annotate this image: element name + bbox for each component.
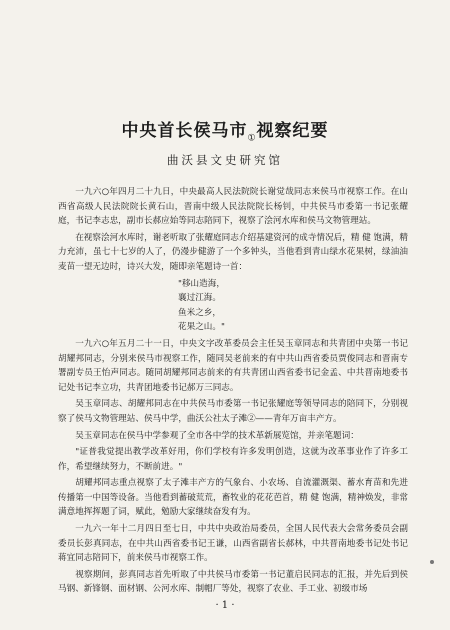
paragraph: 胡耀邦同志重点视察了太子滩丰产方的气象台、小农场、自流灌溉渠、蓄水育苗和先进传播第一中国等设备。当他看到蓄破荒荒，畜牧业的花花芭首，精 健 饱满，精神焕发，非常满意地挥挥题了词，赋此，勉励大家继续奋发有为。 xyxy=(58,478,408,518)
paragraph: 在视察浍河水库时，谢老听取了张耀庭同志介绍基建资河的成寺情况后，精 健 饱满，精力充沛，虽七十七岁的人了，仍漫步健游了一个多钟头，当他看到青山绿水花果树，绿油油麦苗一望无边时，诗兴大发，随即亲笔题诗一首： xyxy=(58,232,408,272)
author-byline: 曲沃县文史研究馆 xyxy=(167,153,283,167)
paragraph: 一九六一年十二月四日至七日，中共中央政治局委员，全国人民代表大会常务委员会副委员长彭真同志，在中共山西省委书记王谦，山西省副省长郝林，中共晋南地委书记处书记蒋宜同志陪同下，前来侯马市视察工作。 xyxy=(58,524,408,564)
page-number: · 1 · xyxy=(215,600,235,611)
poem-line: 襄过江海。 xyxy=(178,293,221,304)
title-tail: 视察纪要 xyxy=(256,121,329,141)
paragraph: 吴玉章同志、胡耀邦同志在中共侯马市委第一书记张耀庭等领导同志的陪同下，分别视察了侯马文物管理站、侯马中学，曲沃公社太子滩②——青年万亩丰产方。 xyxy=(58,399,408,424)
poem-block xyxy=(58,277,408,335)
scan-smudge xyxy=(430,560,434,564)
paragraph: 一九六○年五月二十一日，中央文字改革委员会主任吴玉章同志和共青团中央第一书记胡耀邦同志，分别来侯马市视察工作，随同吴老前来的有中共山西省委员贾俊同志和晋南专署副专员王怡声同志。随同胡耀邦同志前来的有共青团山西省委书记金孟、中共晋南地委书记处书记李立功，共青团地委书记郝万三同志。 xyxy=(58,338,408,393)
paragraph: 一九六○年四月二十九日，中央最高人民法院院长谢觉哉同志来侯马市视察工作。在山西省高级人民法院院长黄石山，晋南中级人民法院院长杨钊，中共侯马市委第一书记张耀庭，书记李志忠，副市长郝应始等同志陪同下，视察了浍河水库和侯马文物管理站。 xyxy=(58,187,408,227)
poem-line: "移山造海， xyxy=(178,278,225,289)
title-main: 中央首长侯马市 xyxy=(121,121,248,141)
body-text xyxy=(58,185,408,599)
page-title xyxy=(0,116,450,143)
paragraph: "证普我觉提出教学改革好用，你们学校有许多发明创造，这就为改革事业作了许多工作，希望继续努力，不断前进。" xyxy=(58,447,408,472)
poem-line: 鱼米之乡， xyxy=(178,307,221,318)
paragraph: 吴玉章同志在侯马中学参观了全市各中学的技术革新展览馆，并亲笔题词： xyxy=(75,430,359,441)
poem-line: 花果之山。" xyxy=(178,322,225,333)
title-footnote-marker: ① xyxy=(247,133,257,144)
paragraph: 视察期间，彭真同志首先听取了中共侯马市委第一书记董启民同志的汇报，并先后到侯马钢、新锋钢、面材钢、公河水库、制帽厂等处，视察了农业、手工业、初级市场 xyxy=(58,569,408,595)
